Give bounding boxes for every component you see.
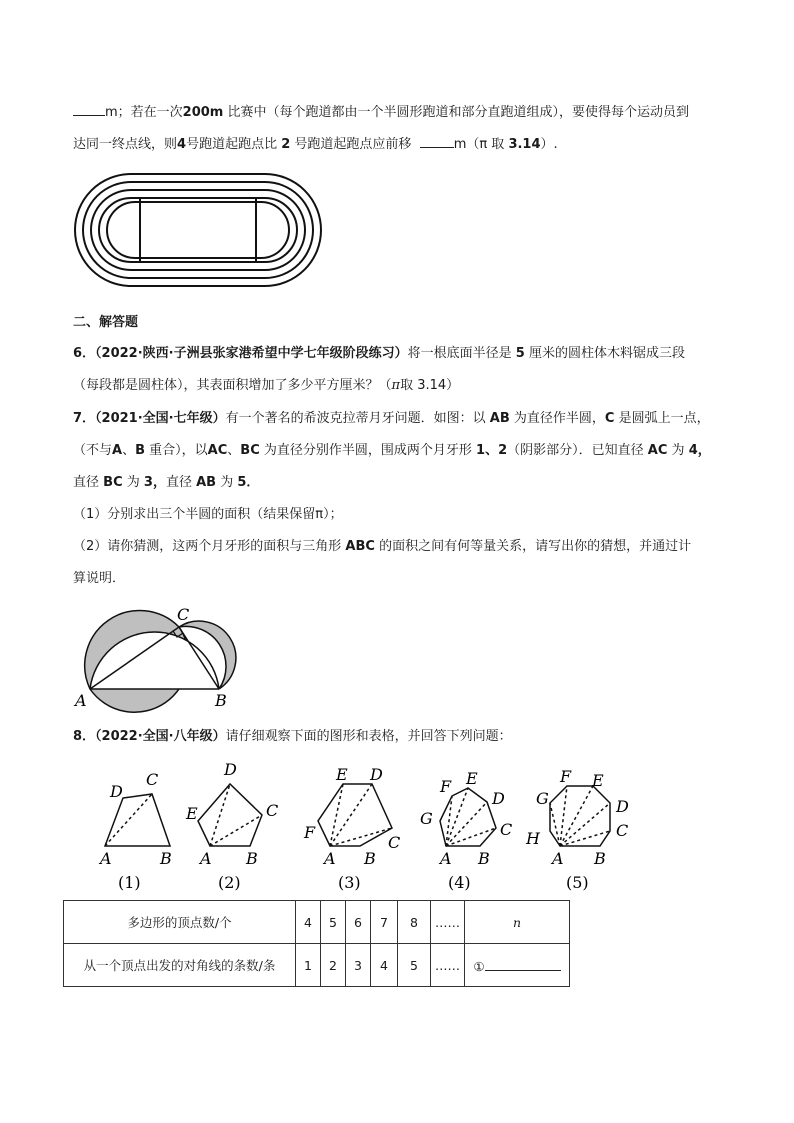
polygon-6: [318, 784, 392, 846]
label-a: A: [75, 691, 87, 710]
fig2-label-a: A: [200, 849, 212, 868]
q7-line1: 7．（2021·全国·七年级）有一个著名的希波克拉蒂月牙问题．如图：以 AB 为直径作半圆，C 是圆弧上一点，: [73, 411, 710, 426]
fig4-label-a: A: [440, 849, 452, 868]
diagonal-3-3: [330, 828, 392, 846]
table-cell: ……: [431, 944, 465, 987]
section-title: 二、解答题: [73, 315, 139, 330]
table-cell-answer: ①: [465, 944, 570, 987]
fig1-label-a: A: [100, 849, 112, 868]
table-row: [64, 901, 570, 944]
diagonal-4-2: [446, 788, 468, 846]
answer-blank[interactable]: [485, 956, 561, 971]
table-cell: 1: [296, 944, 321, 987]
q7-part2-line1: （2）请你猜测，这两个月牙形的面积与三角形 ABC 的面积之间有何等量关系，请写出你的猜想，并通过计: [73, 539, 692, 554]
table-cell: ……: [431, 901, 465, 944]
track-lane-4: [99, 198, 297, 262]
q7-line2: （不与A、B 重合），以AC、BC 为直径分别作半圆，围成两个月牙形 1、2（阴影部分）．已知直径 AC 为 4，: [73, 443, 711, 458]
q8-line1: 8．（2022·全国·八年级）请仔细观察下面的图形和表格，并回答下列问题：: [73, 729, 512, 744]
lune-figure: [73, 600, 273, 710]
fig2-label-c: C: [266, 801, 279, 820]
fig3-label-b: B: [364, 849, 376, 868]
fig5-caption: (5): [566, 873, 589, 892]
label-c: C: [177, 605, 190, 624]
q7-part2-line2: 算说明．: [73, 571, 126, 586]
fig3-label-c: C: [388, 833, 401, 852]
fig5-label-b: B: [594, 849, 606, 868]
fig2-label-b: B: [246, 849, 258, 868]
fig2-label-e: E: [186, 804, 198, 823]
polygon-diagonal-table: [63, 900, 570, 987]
fig4-label-b: B: [478, 849, 490, 868]
answer-blank[interactable]: [420, 133, 454, 148]
track-field: [140, 198, 256, 262]
table-header-diagonals: 从一个顶点出发的对角线的条数/条: [64, 944, 296, 987]
polygon-7: [440, 788, 496, 846]
fig4-label-e: E: [466, 769, 478, 788]
q7-line3: 直径 BC 为 3，直径 AB 为 5．: [73, 475, 260, 490]
fig1-caption: (1): [118, 873, 141, 892]
table-cell: 2: [321, 944, 346, 987]
fig2-label-d: D: [224, 760, 237, 779]
diagonal-5-3: [560, 786, 593, 846]
fig3-label-d: D: [370, 765, 383, 784]
q7-part1: （1）分别求出三个半圆的面积（结果保留π）；: [73, 507, 343, 522]
polygon-4: [105, 794, 170, 846]
fig5-label-c: C: [616, 821, 629, 840]
fig5-label-g: G: [536, 789, 549, 808]
track-inner: [107, 202, 289, 258]
fig5-label-h: H: [526, 829, 540, 848]
diagonal-1-1: [105, 794, 152, 846]
fig1-label-b: B: [160, 849, 172, 868]
fig3-label-a: A: [324, 849, 336, 868]
fig4-label-d: D: [492, 789, 505, 808]
fig3-caption: (3): [338, 873, 361, 892]
polygon-figures: [90, 758, 690, 898]
q6-line2: （每段都是圆柱体），其表面积增加了多少平方厘米？（π取 3.14）: [73, 378, 460, 393]
diagonal-5-2: [560, 786, 567, 846]
fig4-label-f: F: [440, 777, 452, 796]
table-cell: 5: [321, 901, 346, 944]
fig3-label-e: E: [336, 765, 348, 784]
fig4-label-c: C: [500, 820, 513, 839]
polygon-8: [550, 786, 610, 846]
fig2-caption: (2): [218, 873, 241, 892]
fig5-label-a: A: [552, 849, 564, 868]
fig4-label-g: G: [420, 809, 433, 828]
running-track-figure: [73, 172, 333, 292]
diagonal-2-2: [210, 815, 262, 846]
diagonal-5-4: [560, 803, 610, 846]
table-cell: 4: [371, 944, 398, 987]
fig5-label-e: E: [592, 771, 604, 790]
table-cell: 5: [398, 944, 431, 987]
answer-blank[interactable]: [73, 101, 105, 116]
fig5-label-d: D: [616, 797, 629, 816]
polygon-5: [198, 784, 262, 846]
table-cell-n: n: [465, 901, 570, 944]
table-header-vertices: 多边形的顶点数/个: [64, 901, 296, 944]
fig1-label-d: D: [110, 782, 123, 801]
table-cell: 7: [371, 901, 398, 944]
label-b: B: [215, 691, 227, 710]
fig4-caption: (4): [448, 873, 471, 892]
table-cell: 6: [346, 901, 371, 944]
table-row: [64, 944, 570, 987]
q5-line2: 达同一终点线，则4号跑道起跑点比 2 号跑道起跑点应前移 m（π 取 3.14）.: [73, 133, 558, 155]
fig1-label-c: C: [146, 770, 159, 789]
q5-line1: m；若在一次200m 比赛中（每个跑道都由一个半圆形跑道和部分直跑道组成），要使得每个运动员到: [73, 101, 689, 123]
fig3-label-f: F: [304, 823, 316, 842]
q6-line1: 6．（2022·陕西·子洲县张家港希望中学七年级阶段练习）将一根底面半径是 5 厘米的圆柱体木料锯成三段: [73, 346, 685, 361]
diagonal-4-3: [446, 802, 487, 846]
table-cell: 8: [398, 901, 431, 944]
track-lane-2: [83, 182, 313, 278]
fig5-label-f: F: [560, 767, 572, 786]
table-cell: 4: [296, 901, 321, 944]
table-cell: 3: [346, 944, 371, 987]
